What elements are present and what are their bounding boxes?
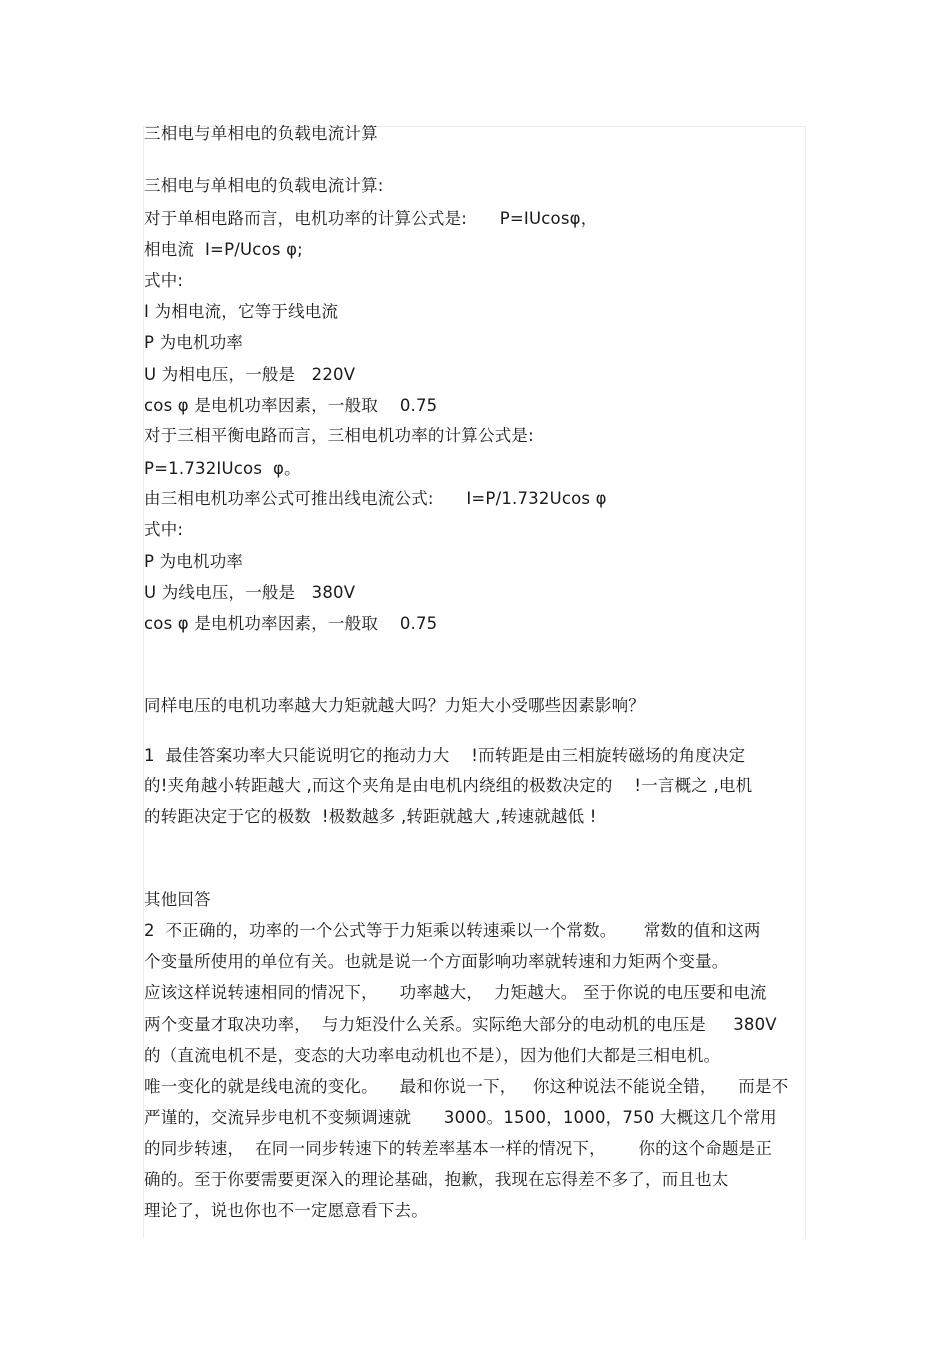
body-line: 对于三相平衡电路而言，三相电机功率的计算公式是: (144, 426, 534, 445)
body-line: cos φ 是电机功率因素，一般取 0.75 (144, 396, 438, 415)
answer-line: 个变量所使用的单位有关。也就是说一个方面影响功率就转速和力矩两个变量。 (144, 952, 729, 971)
document-frame (143, 126, 806, 1238)
body-line: 式中: (144, 271, 184, 290)
document-title: 三相电与单相电的负载电流计算 (144, 124, 378, 143)
answer-line: 严谨的，交流异步电机不变频调速就 3000。1500，1000，750 大概这几个常用 (144, 1108, 777, 1127)
body-line: 由三相电机功率公式可推出线电流公式: I=P/1.732Ucos φ (144, 489, 607, 508)
answer-line: 唯一变化的就是线电流的变化。 最和你说一下， 你这种说法不能说全错， 而是不 (144, 1077, 789, 1096)
body-line: cos φ 是电机功率因素，一般取 0.75 (144, 614, 438, 633)
body-line: 对于单相电路而言，电机功率的计算公式是: P=IUcosφ， (144, 209, 598, 228)
answer-line: 的同步转速， 在同一同步转速下的转差率基本一样的情况下， 你的这个命题是正 (144, 1139, 773, 1158)
answer-line: 1 最佳答案功率大只能说明它的拖动力大 !而转距是由三相旋转磁场的角度决定 (144, 746, 746, 765)
question-line: 同样电压的电机功率越大力矩就越大吗？力矩大小受哪些因素影响？ (144, 696, 645, 715)
answer-line: 的（直流电机不是，变态的大功率电动机也不是），因为他们大都是三相电机。 (144, 1046, 721, 1065)
answer-line: 的!夹角越小转距越大 ,而这个夹角是由电机内绕组的极数决定的 !一言概之 ,电机 (144, 776, 753, 795)
body-line: I 为相电流，它等于线电流 (144, 302, 339, 321)
body-line: 相电流 I=P/Ucos φ; (144, 240, 303, 259)
answer-line: 理论了，说也你也不一定愿意看下去。 (144, 1201, 428, 1220)
other-answers-heading: 其他回答 (144, 890, 211, 909)
body-line: 式中: (144, 520, 184, 539)
answer-line: 确的。至于你要需要更深入的理论基础，抱歉，我现在忘得差不多了，而且也太 (144, 1170, 729, 1189)
body-line: U 为相电压，一般是 220V (144, 365, 356, 384)
body-line: P 为电机功率 (144, 552, 244, 571)
answer-line: 2 不正确的，功率的一个公式等于力矩乘以转速乘以一个常数。 常数的值和这两 (144, 921, 761, 940)
answer-line: 两个变量才取决功率， 与力矩没什么关系。实际绝大部分的电动机的电压是 380V (144, 1015, 777, 1034)
body-line: P 为电机功率 (144, 333, 244, 352)
section-heading: 三相电与单相电的负载电流计算: (144, 176, 384, 195)
body-line: P=1.732IUcos φ。 (144, 459, 301, 478)
answer-line: 的转距决定于它的极数 !极数越多 ,转距就越大 ,转速就越低 ! (144, 807, 597, 826)
body-line: U 为线电压，一般是 380V (144, 583, 356, 602)
answer-line: 应该这样说转速相同的情况下， 功率越大， 力矩越大。 至于你说的电压要和电流 (144, 983, 767, 1002)
